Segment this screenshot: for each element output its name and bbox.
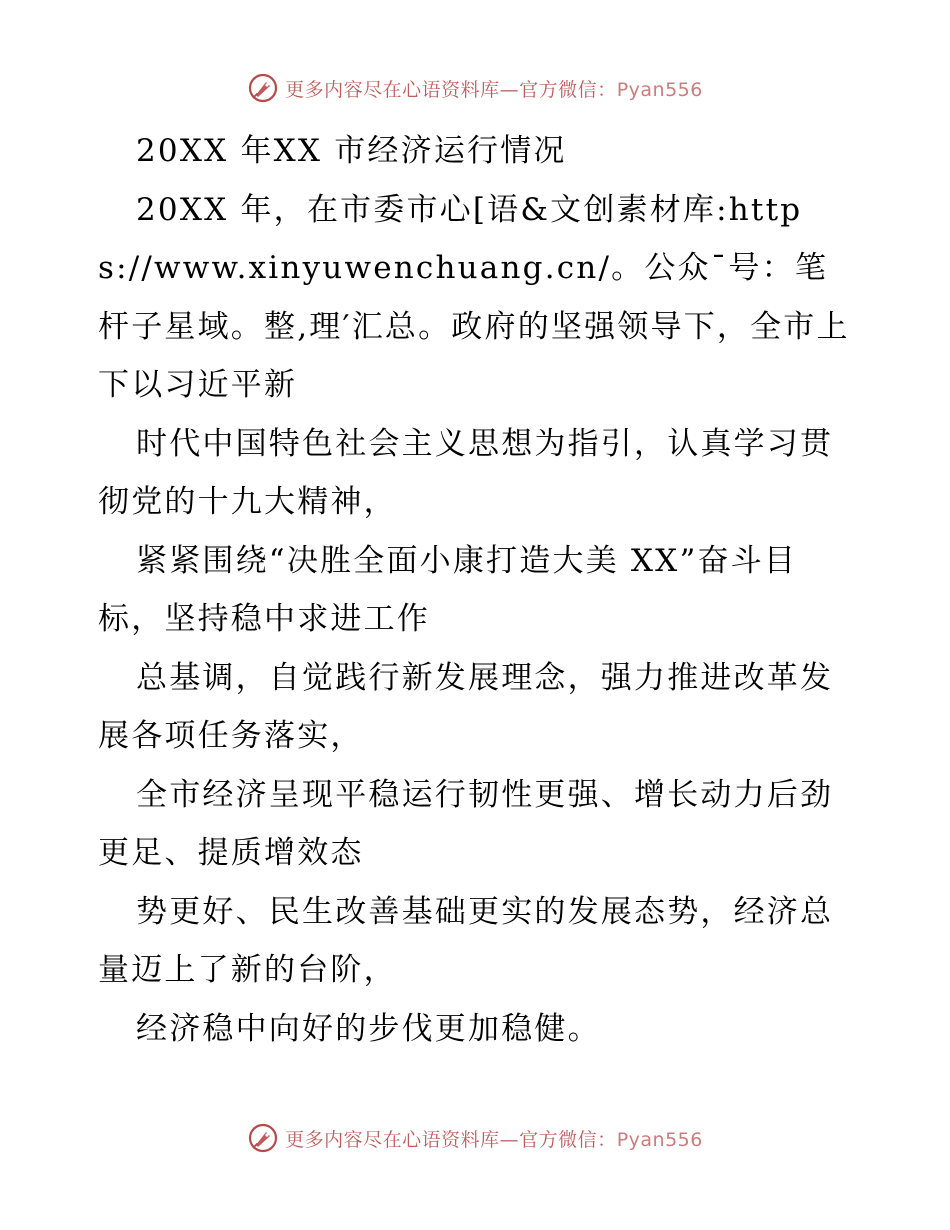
header-watermark — [0, 72, 950, 104]
watermark-separator: — — [499, 1128, 520, 1151]
footer-watermark — [0, 1122, 950, 1154]
paragraph-2: 时代中国特色社会主义思想为指引，认真学习贯彻党的十九大精神， — [98, 425, 834, 520]
watermark-library-text: 更多内容尽在心语资料库 — [285, 1128, 500, 1151]
paragraph-6: 势更好、民生改善基础更实的发展态势，经济总量迈上了新的台阶， — [98, 893, 834, 988]
document-body — [98, 122, 858, 1058]
watermark-text — [285, 1125, 703, 1152]
watermark-library-text: 更多内容尽在心语资料库 — [285, 78, 500, 101]
document-title: 20XX 年XX 市经济运行情况 — [136, 133, 567, 169]
paragraph-4: 总基调，自觉践行新发展理念，强力推进改革发展各项任务落实， — [98, 659, 834, 754]
paragraph-7: 经济稳中向好的步伐更加稳健。 — [136, 1010, 601, 1047]
watermark-wechat-id: Pyan556 — [616, 1128, 703, 1151]
watermark-wechat-label: 官方微信： — [519, 1128, 617, 1151]
paragraph-5: 全市经济呈现平稳运行韧性更强、增长动力后劲更足、提质增效态 — [98, 776, 834, 871]
watermark-wechat-id: Pyan556 — [616, 78, 703, 101]
paragraph-3: 紧紧围绕“决胜全面小康打造大美 XX”奋斗目标，坚持稳中求进工作 — [98, 542, 798, 637]
pen-nib-logo-icon — [247, 72, 279, 104]
watermark-text — [285, 75, 703, 102]
paragraph-1: 20XX 年，在市委市心[语&文创素材库:https://www.xinyuwenchuang.cn/。公众¯号：笔杆子星域。整,理′汇总。政府的坚强领导下，全市上下以习近平新 — [98, 191, 850, 403]
watermark-wechat-label: 官方微信： — [519, 78, 617, 101]
watermark-separator: — — [499, 78, 520, 101]
pen-nib-logo-icon — [247, 1122, 279, 1154]
